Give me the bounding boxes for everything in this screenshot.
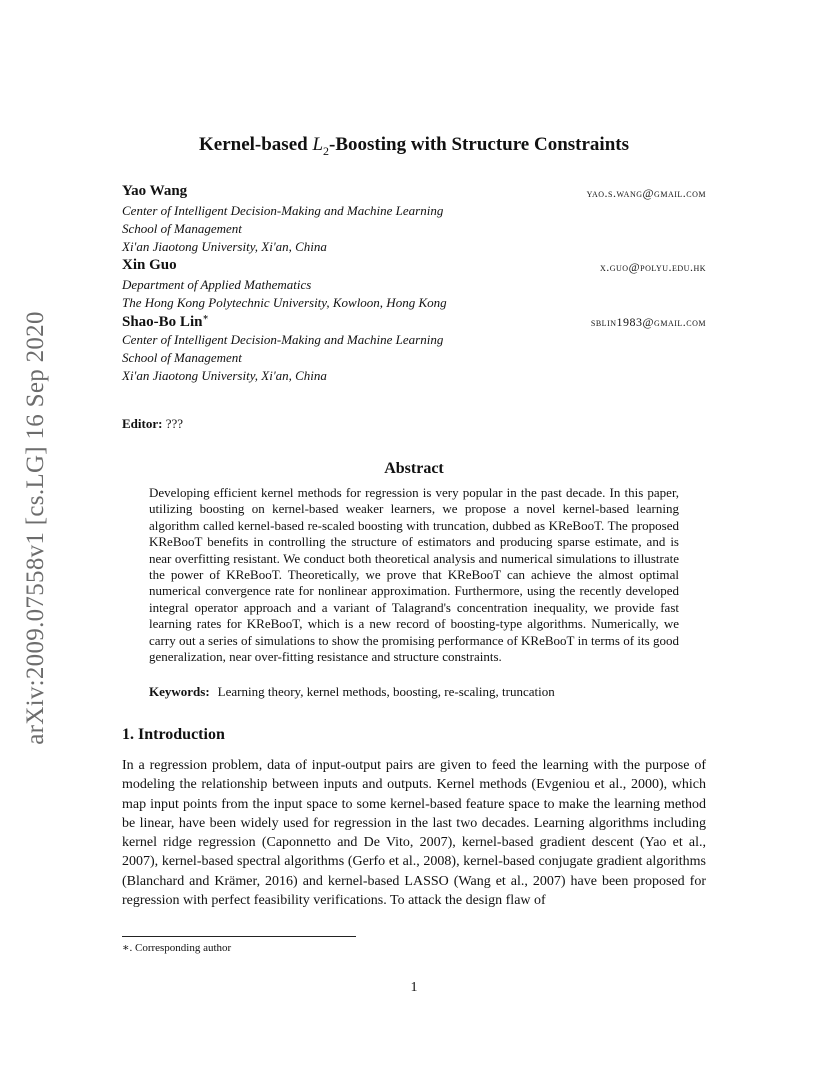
keywords-label: Keywords: (149, 684, 210, 699)
introduction-body: In a regression problem, data of input-output pairs are given to feed the learning with the purpose of modeling the relationship between inputs and outputs. Kernel methods (Evgeniou et al., 2000), which map input points from the input space to some kernel-based feature space to make the learning method be linear, have been widely used for regression in the last two decades. Learning algorithms including kernel ridge regression (Caponnetto and De Vito, 2007), kernel-based gradient descent (Yao et al., 2007), kernel-based spectral algorithms (Gerfo et al., 2008), kernel-based conjugate gradient algorithms (Blanchard and Krämer, 2016) and kernel-based LASSO (Wang et al., 2007) have been proposed for regression with perfect feasibility verifications. To attack the design flaw of (122, 758, 706, 909)
page-number: 1 (410, 980, 418, 995)
corresponding-author-mark: ∗ (202, 312, 209, 322)
author-name (122, 312, 209, 331)
title-math-subscript: 2 (323, 143, 330, 158)
author-affiliation-line: School of Management (122, 350, 242, 365)
author-affiliation-line: Center of Intelligent Decision-Making and Machine Learning (122, 332, 444, 347)
keywords-value: Learning theory, kernel methods, boosting, re-scaling, truncation (217, 684, 555, 699)
author-email[interactable]: sblin1983@gmail.com (590, 315, 706, 329)
author-email[interactable]: yao.s.wang@gmail.com (586, 186, 706, 200)
editor-value: ??? (165, 416, 184, 431)
editor-line (122, 416, 183, 432)
section-heading-introduction: 1. Introduction (122, 726, 225, 743)
author-affiliation-line: The Hong Kong Polytechnic University, Kowloon, Hong Kong (122, 295, 447, 310)
author-name-text: Xin Guo (122, 257, 177, 273)
author-name (122, 183, 187, 200)
author-affiliation-line: Department of Applied Mathematics (122, 277, 312, 292)
abstract-body: Developing efficient kernel methods for regression is very popular in the past decade. In this paper, utilizing boosting on kernel-based weaker learners, we propose a novel kernel-based learning algorithm called kernel-based re-scaled boosting with truncation, dubbed as KReBooT. The proposed KReBooT benefits in controlling the structure of estimators and producing sparse estimate, and is near overfitting resistant. We conduct both theoretical analysis and numerical simulations to illustrate the power of KReBooT. Theoretically, we prove that KReBooT can achieve the almost optimal numerical convergence rate for nonlinear approximation. Furthermore, using the recently developed integral operator approach and a variant of Talagrand's concentration inequality, we provide fast learning rates for KReBooT, which is a new record of boosting-type algorithms. Numerically, we carry out a series of simulations to show the promising performance of KReBooT in terms of its good generalization, near over-fitting resistance and structure constraints. (149, 485, 679, 665)
author-name (122, 257, 177, 274)
author-affiliation-line: Center of Intelligent Decision-Making and Machine Learning (122, 203, 444, 218)
arxiv-identifier-stamp: arXiv:2009.07558v1 [cs.LG] 16 Sep 2020 (22, 311, 49, 745)
editor-label: Editor: (122, 416, 163, 431)
keywords-line (149, 684, 555, 700)
title-suffix: -Boosting with Structure Constraints (329, 134, 629, 155)
footnote: ∗. Corresponding author (122, 942, 232, 954)
author-name-text: Yao Wang (122, 183, 188, 199)
author-email[interactable]: x.guo@polyu.edu.hk (599, 260, 706, 274)
title-math-symbol (312, 134, 330, 158)
author-affiliation-line: School of Management (122, 221, 242, 236)
author-affiliation-line: Xi'an Jiaotong University, Xi'an, China (122, 368, 327, 383)
footnote-rule (122, 936, 356, 937)
abstract-heading: Abstract (384, 460, 444, 477)
title-math-letter: L (312, 134, 324, 155)
author-affiliation-line: Xi'an Jiaotong University, Xi'an, China (122, 239, 327, 254)
author-name-text: Shao-Bo Lin (122, 314, 203, 330)
title-prefix: Kernel-based (198, 134, 313, 155)
paper-title (0, 134, 828, 159)
